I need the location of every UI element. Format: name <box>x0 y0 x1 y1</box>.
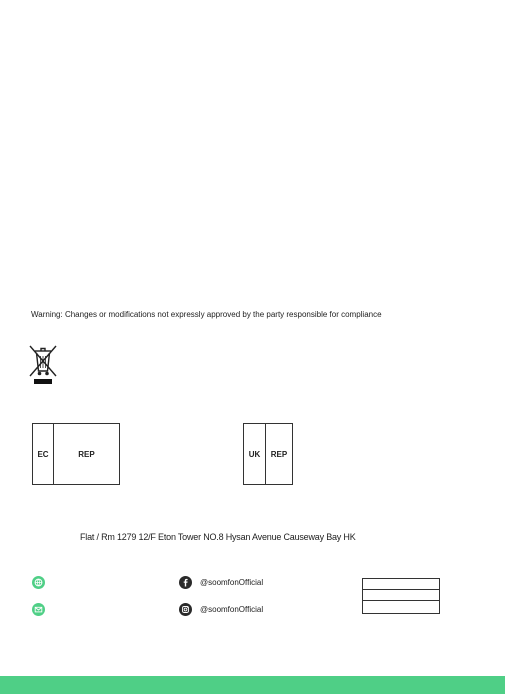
company-address: Flat / Rm 1279 12/F Eton Tower NO.8 Hysan Avenue Causeway Bay HK <box>80 532 356 542</box>
email-icon <box>32 603 45 616</box>
table-row <box>363 601 439 612</box>
ec-rep-label: REP <box>78 449 95 459</box>
instagram-handle: @soomfonOfficial <box>200 605 264 614</box>
footer-bar <box>0 676 505 694</box>
instagram-icon <box>179 603 192 616</box>
facebook-icon <box>179 576 192 589</box>
warning-text: Warning: Changes or modifications not expressly approved by the party responsible for compliance <box>31 310 382 319</box>
info-table <box>362 578 440 614</box>
table-row <box>363 590 439 601</box>
weee-crossed-bin-icon <box>26 343 60 385</box>
facebook-handle: @soomfonOfficial <box>200 578 264 587</box>
uk-label: UK <box>244 424 266 484</box>
web-icon <box>32 576 45 589</box>
uk-rep-box <box>243 423 293 485</box>
table-row <box>363 579 439 590</box>
ec-rep-box <box>32 423 120 485</box>
ec-label: EC <box>33 424 54 484</box>
uk-rep-label: REP <box>270 449 288 459</box>
